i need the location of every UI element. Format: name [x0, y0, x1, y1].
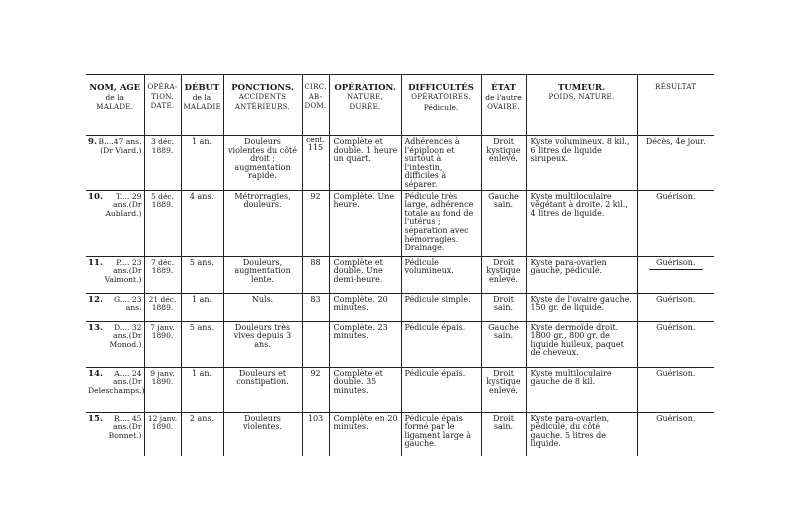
- header-tumeur: TUMEUR. POIDS, NATURE.: [526, 75, 637, 136]
- cell-debut: 1 an.: [181, 136, 223, 191]
- cell-difficultes: Pédicule très large, adhérence totale au fond de l'utérus ; séparation avec hémorragies. Drainage.: [401, 190, 481, 256]
- cell-operation: Complète. 23 minutes.: [329, 321, 401, 367]
- cell-resultat: Guérison.: [637, 412, 714, 456]
- cell-etat: Droit kystique enlevé.: [481, 256, 526, 293]
- cell-difficultes: Adhérences à l'épiploon et surtout à l'intestin, difficiles à séparer.: [401, 136, 481, 191]
- cell-operation: Complète en 20 minutes.: [329, 412, 401, 456]
- header-debut: DÉBUT de la MALADIE: [181, 75, 223, 136]
- cell-tumeur: Kyste dermoïde droit. 1800 gr., 800 gr. de liquide huileux, paquet de cheveux.: [526, 321, 637, 367]
- header-resultat: RÉSULTAT: [637, 75, 714, 136]
- table-row: [86, 321, 714, 367]
- table-row: [86, 293, 714, 321]
- header-circ: CIRC. AB- DOM.: [302, 75, 329, 136]
- header-etat: ÉTAT de l'autre OVAIRE.: [481, 75, 526, 136]
- cell-resultat: Guérison.: [637, 367, 714, 412]
- cell-operation: Complète et double. Une demi-heure.: [329, 256, 401, 293]
- cell-date: 5 déc. 1889.: [144, 190, 181, 256]
- cell-resultat: Guérison.: [637, 321, 714, 367]
- table-row: [86, 367, 714, 412]
- cell-circ: 88: [302, 256, 329, 293]
- case-table: [86, 74, 714, 456]
- cell-difficultes: Pédicule simple.: [401, 293, 481, 321]
- cell-resultat: Décès, 4e jour.: [637, 136, 714, 191]
- cell-etat: Gauche sain.: [481, 190, 526, 256]
- cell-circ: 92: [302, 367, 329, 412]
- cell-resultat: Guérison.: [637, 256, 714, 293]
- table-row: [86, 136, 714, 191]
- cell-etat: Droit kystique enlevé.: [481, 367, 526, 412]
- cell-etat: Droit kystique enlevé.: [481, 136, 526, 191]
- table-row: [86, 256, 714, 293]
- cell-tumeur: Kyste para-ovarien, pédiculé, du côté gauche. 5 litres de liquide.: [526, 412, 637, 456]
- cell-nom: 11. P.... 23 ans.(Dr Valmont.): [86, 256, 144, 293]
- table-row: [86, 190, 714, 256]
- cell-circ: 92: [302, 190, 329, 256]
- cell-date: 21 déc. 1889.: [144, 293, 181, 321]
- cell-circ: cent. 115: [302, 136, 329, 191]
- cell-etat: Droit sain.: [481, 293, 526, 321]
- case-table-page: [86, 74, 714, 456]
- cell-tumeur: Kyste para-ovarien gauche, pédiculé.: [526, 256, 637, 293]
- cell-nom: 10. T.... 29 ans.(Dr Aublard.): [86, 190, 144, 256]
- cell-date: 12 janv. 1890.: [144, 412, 181, 456]
- cell-debut: 4 ans.: [181, 190, 223, 256]
- cell-ponctions: Douleurs et constipation.: [223, 367, 302, 412]
- cell-ponctions: Nuls.: [223, 293, 302, 321]
- header-difficultes: DIFFICULTÉS OPÉRATOIRES. Pédicule.: [401, 75, 481, 136]
- cell-resultat: Guérison.: [637, 293, 714, 321]
- cell-operation: Complète. 20 minutes.: [329, 293, 401, 321]
- header-operation-date: OPÉRA- TION. DATE.: [144, 75, 181, 136]
- cell-debut: 5 ans.: [181, 321, 223, 367]
- result-rule: [649, 269, 703, 270]
- cell-operation: Complète et double. 35 minutes.: [329, 367, 401, 412]
- cell-tumeur: Kyste multiloculaire végétant à droite. 2 kil., 4 litres de liquide.: [526, 190, 637, 256]
- header-operation: OPÉRATION. NATURE, DURÉE.: [329, 75, 401, 136]
- cell-tumeur: Kyste multiloculaire gauche de 8 kil.: [526, 367, 637, 412]
- cell-nom: 9. B....47 ans. (Dr Viard.): [86, 136, 144, 191]
- cell-debut: 5 ans.: [181, 256, 223, 293]
- cell-ponctions: Métrorragies, douleurs.: [223, 190, 302, 256]
- cell-ponctions: Douleurs, augmentation lente.: [223, 256, 302, 293]
- cell-operation: Complète. Une heure.: [329, 190, 401, 256]
- cell-resultat: Guérison.: [637, 190, 714, 256]
- header-nom: NOM, AGE de la MALADE.: [86, 75, 144, 136]
- cell-nom: 12. G.... 23 ans.: [86, 293, 144, 321]
- cell-date: 9 janv. 1890.: [144, 367, 181, 412]
- cell-etat: Gauche sain.: [481, 321, 526, 367]
- cell-difficultes: Pédicule volumineux.: [401, 256, 481, 293]
- cell-nom: 13. D.... 32 ans.(Dr Monod.): [86, 321, 144, 367]
- cell-tumeur: Kyste de l'ovaire gauche. 150 gr. de liquide.: [526, 293, 637, 321]
- cell-etat: Droit sain.: [481, 412, 526, 456]
- cell-difficultes: Pédicule épais.: [401, 367, 481, 412]
- cell-difficultes: Pédicule épais formé par le ligament large à gauche.: [401, 412, 481, 456]
- cell-operation: Complète et double. 1 heure un quart.: [329, 136, 401, 191]
- cell-date: 7 déc. 1889.: [144, 256, 181, 293]
- cell-circ: [302, 321, 329, 367]
- cell-date: 7 janv. 1890.: [144, 321, 181, 367]
- cell-ponctions: Douleurs très vives depuis 3 ans.: [223, 321, 302, 367]
- cell-circ: 83: [302, 293, 329, 321]
- cell-ponctions: Douleurs violentes.: [223, 412, 302, 456]
- cell-ponctions: Douleurs violentes du côté droit ; augmentation rapide.: [223, 136, 302, 191]
- table-row: [86, 412, 714, 456]
- cell-date: 3 déc. 1889.: [144, 136, 181, 191]
- header-ponctions: PONCTIONS. ACCIDENTS ANTÉRIEURS.: [223, 75, 302, 136]
- cell-circ: 103: [302, 412, 329, 456]
- cell-debut: 1 an.: [181, 293, 223, 321]
- cell-tumeur: Kyste volumineux. 8 kil., 6 litres de liquide sirupeux.: [526, 136, 637, 191]
- cell-nom: 14. A.... 24 ans.(Dr Deleschamps.): [86, 367, 144, 412]
- header-row: [86, 75, 714, 136]
- cell-debut: 1 an.: [181, 367, 223, 412]
- cell-nom: 15. R.... 45 ans.(Dr Bonnet.): [88, 413, 142, 440]
- cell-debut: 2 ans.: [181, 412, 223, 456]
- cell-difficultes: Pédicule épais.: [401, 321, 481, 367]
